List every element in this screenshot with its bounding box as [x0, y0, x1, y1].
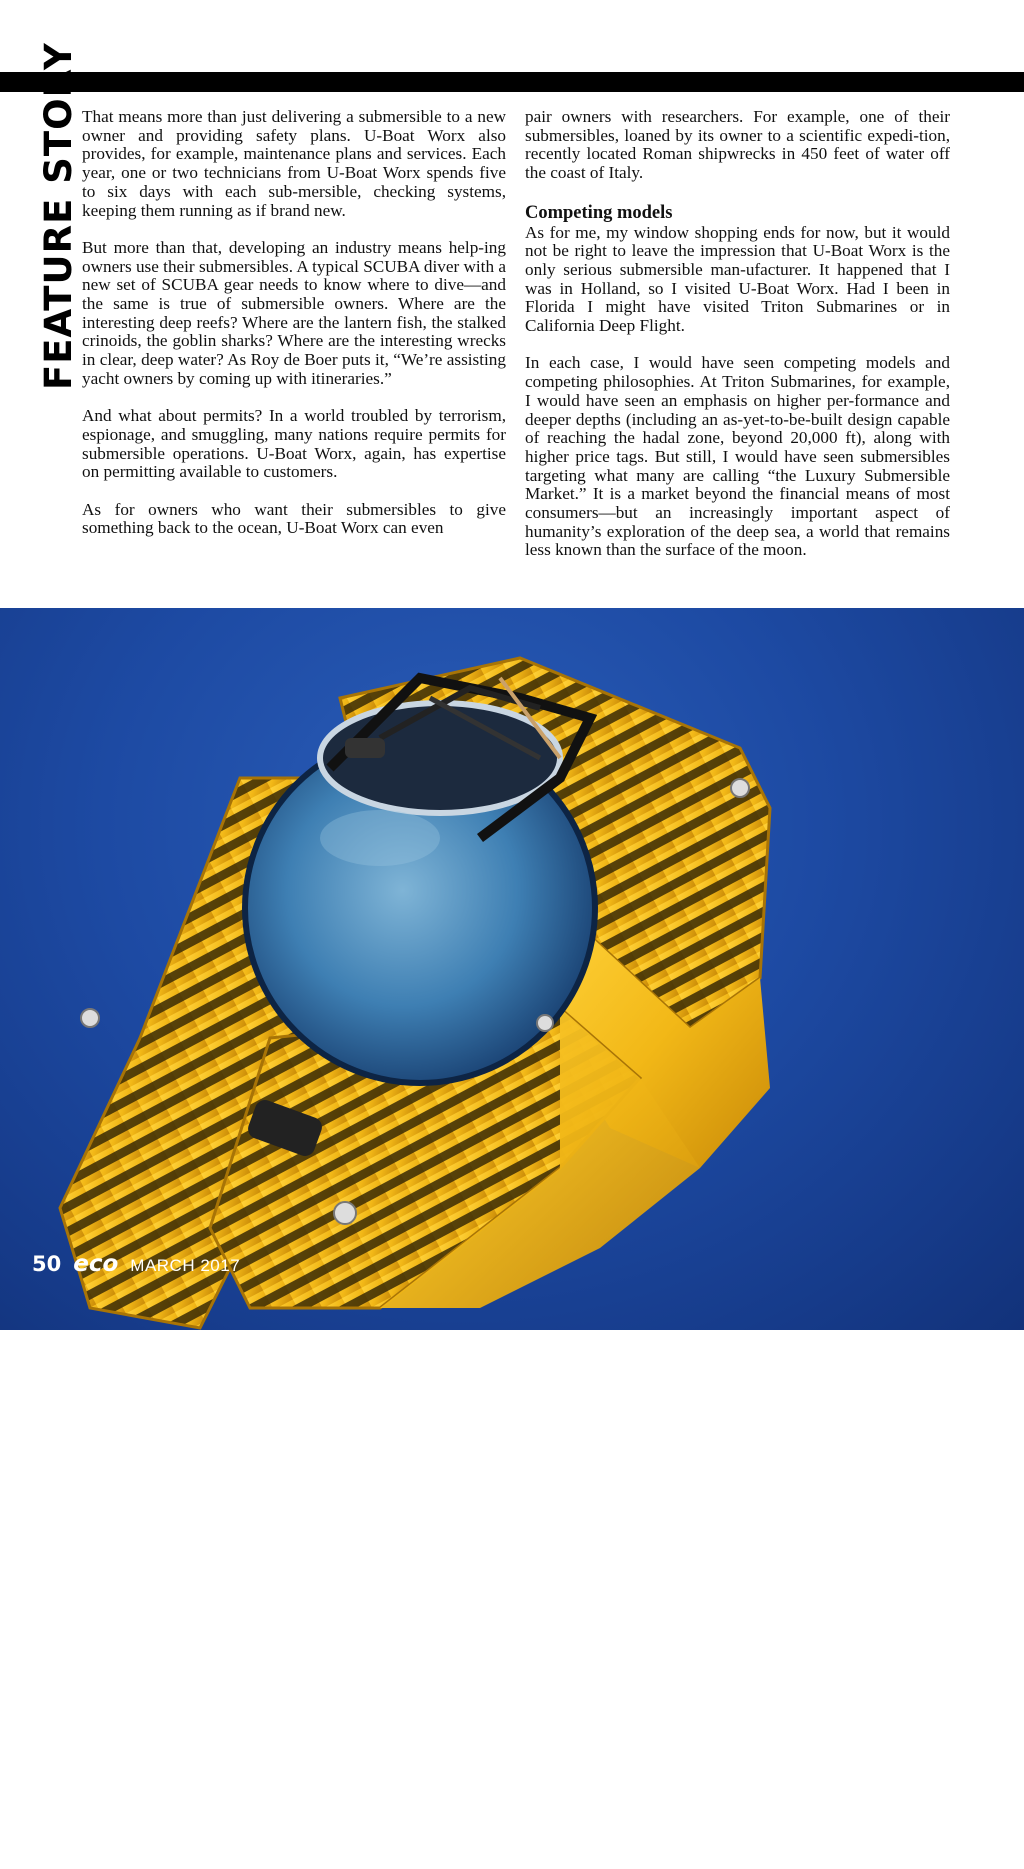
- submersible-illustration: [0, 608, 1024, 1330]
- left-column: [82, 108, 506, 557]
- section-heading: Competing models: [525, 202, 673, 223]
- photo-caption: Triton submersibles have been operated from the Mediter-ranean to the Solomon Islands, from Antarctica to Tahiti.: [582, 1837, 949, 1868]
- header-bar: [0, 72, 1024, 92]
- paragraph: But more than that, developing an industry means help-ing owners use their submersibles. A typical SCUBA diver with a new set of SCUBA gear needs to know where to dive—and the same is true of submersible owners. Where are the interesting deep reefs? Where are the lantern fish, the stalked crinoids, the goblin sharks? Where are the interesting wrecks in clear, deep water? As Roy de Boer puts it, “We’re assisting yacht owners by coming up with itineraries.”: [82, 237, 506, 388]
- section-label: FEATURE STORY: [37, 42, 80, 390]
- page-footer: [32, 1251, 240, 1275]
- paragraph: In each case, I would have seen competing models and competing philosophies. At Triton Submarines, for example, I would have seen an emphasis on higher per-formance and deeper depths (including an as-yet-to-be-built design capable of reaching the hadal zone, beyond 20,000 ft), along with higher price tags. But still, I would have seen submersibles targeting what many are calling “the Luxury Submersible Market.” It is a market beyond the financial means of most consumers—but an increasingly important aspect of humanity’s exploration of the deep sea, a world that remains less known than the surface of the moon.: [525, 353, 950, 560]
- paragraph: As for owners who want their submersibles to give something back to the ocean, U-Boat Worx can even: [82, 499, 506, 538]
- submersible-photo: [0, 608, 1024, 1868]
- page-number: 50: [32, 1252, 62, 1276]
- issue-date: MARCH 2017: [130, 1256, 241, 1275]
- paragraph: And what about permits? In a world troubled by terrorism, espionage, and smuggling, many nations require permits for submersible operations. U-Boat Worx, again, has expertise on permitting available to customers.: [82, 406, 506, 482]
- paragraph: As for me, my window shopping ends for now, but it would not be right to leave the impression that U-Boat Worx is the only serious submersible man-ufacturer. It happened that I was in Holland, so I visited U-Boat Worx. Had I been in Florida I might have visited Triton Submarines or in California Deep Flight.: [525, 222, 950, 336]
- magazine-name: eco: [73, 1251, 119, 1277]
- paragraph: pair owners with researchers. For example, one of their submersibles, loaned by its owner to a scientific expedi-tion, recently located Roman shipwrecks in 450 feet of water off the coast of Italy.: [525, 107, 950, 183]
- right-column: [525, 108, 950, 579]
- paragraph: That means more than just delivering a submersible to a new owner and providing safety plans. U-Boat Worx also provides, for example, maintenance plans and services. Each year, one or two technicians from U-Boat Worx spends five to six days with each sub-mersible, checking systems, keeping them running as if brand new.: [82, 107, 506, 220]
